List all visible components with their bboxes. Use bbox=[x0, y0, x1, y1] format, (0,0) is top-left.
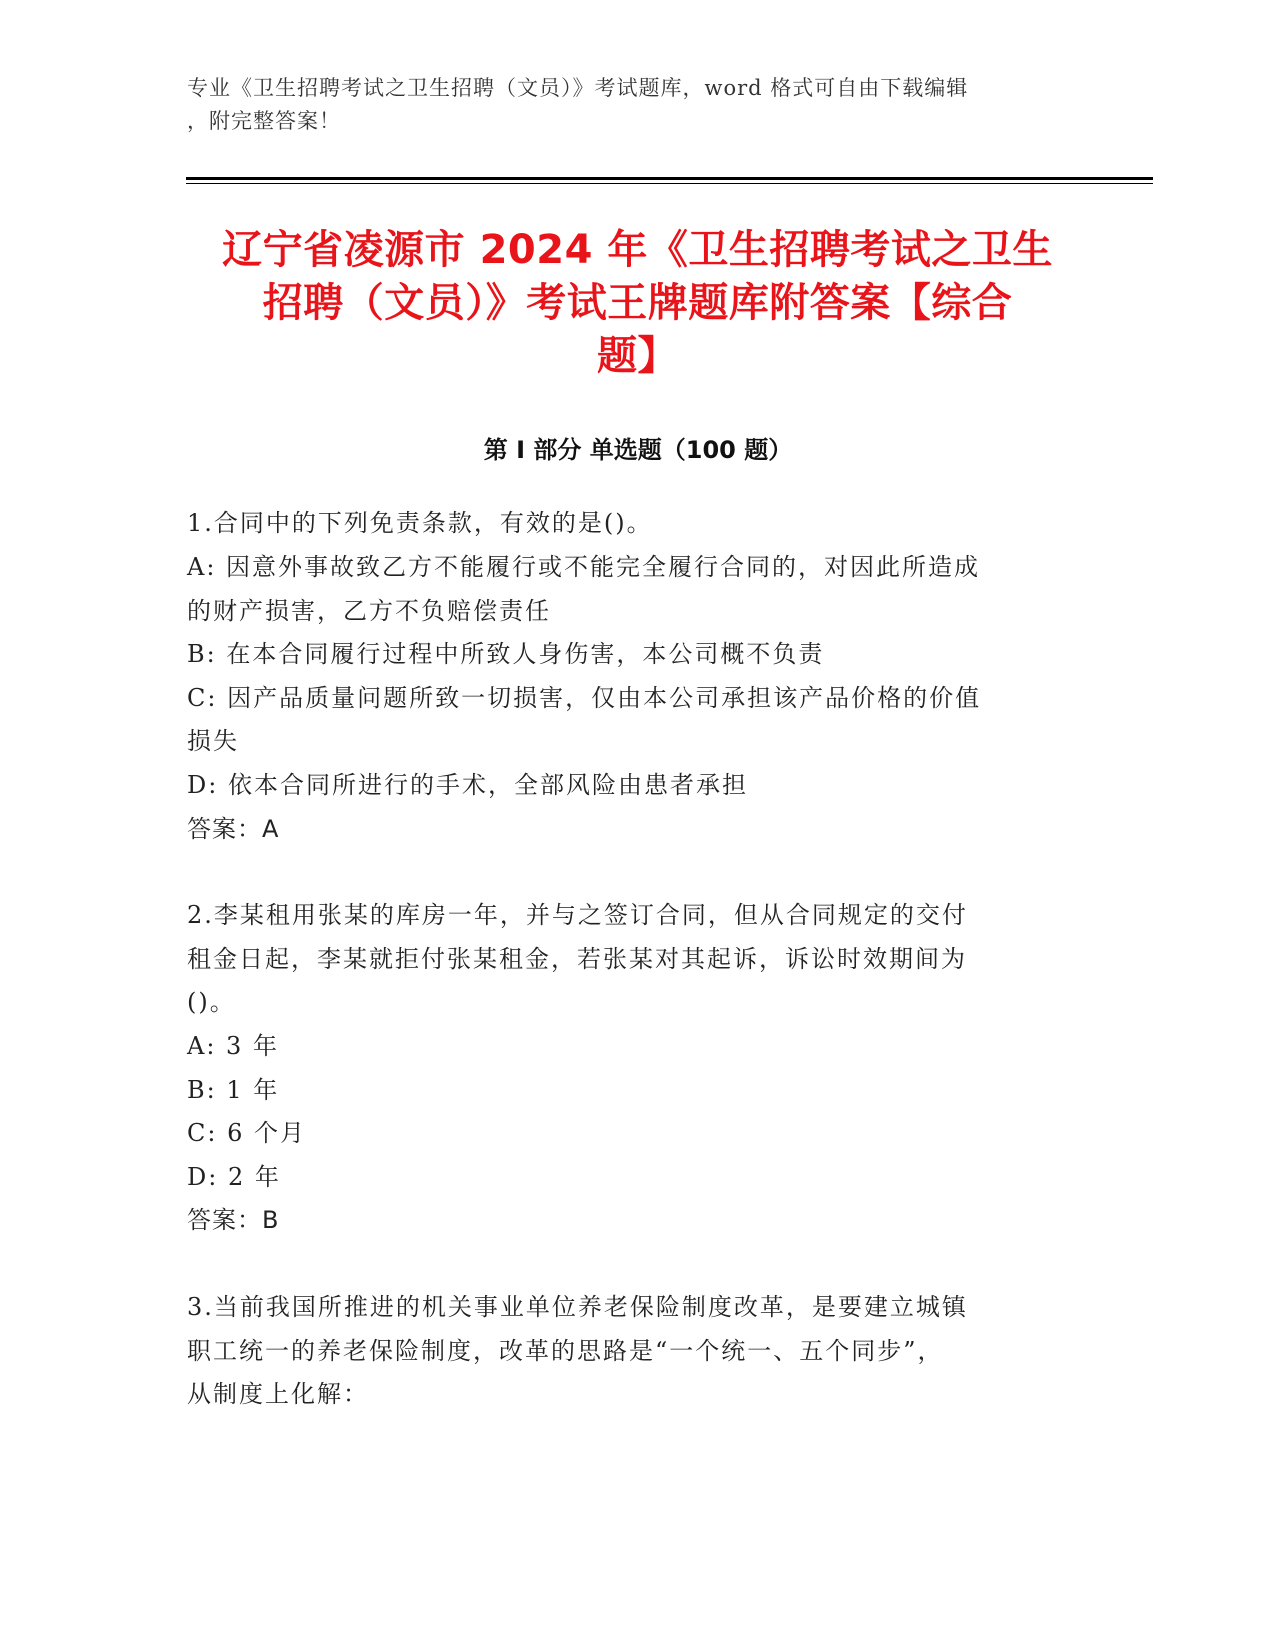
document-title bbox=[170, 224, 1105, 383]
question-2-option-d: D: 2 年 bbox=[187, 1163, 281, 1191]
question-3-stem: 3.当前我国所推进的机关事业单位养老保险制度改革，是要建立城镇 bbox=[187, 1293, 968, 1321]
header-divider-thin bbox=[186, 183, 1153, 184]
question-2-option-c: C: 6 个月 bbox=[187, 1119, 306, 1147]
question-1-stem: 1.合同中的下列免责条款，有效的是()。 bbox=[187, 509, 653, 537]
question-1-option-a-cont: 的财产损害，乙方不负赔偿责任 bbox=[187, 597, 551, 625]
question-1-option-a: A: 因意外事故致乙方不能履行或不能完全履行合同的，对因此所造成 bbox=[187, 553, 981, 581]
question-2-answer: 答案：B bbox=[187, 1206, 280, 1234]
header-note-line: 专业《卫生招聘考试之卫生招聘（文员）》考试题库，word 格式可自由下载编辑 bbox=[187, 76, 969, 100]
header-divider bbox=[186, 177, 1153, 180]
question-2-option-a: A: 3 年 bbox=[187, 1032, 279, 1060]
question-2-stem-cont: 租金日起，李某就拒付张某租金，若张某对其起诉，诉讼时效期间为 bbox=[187, 945, 967, 973]
document-title-line: 辽宁省凌源市 2024 年《卫生招聘考试之卫生 bbox=[222, 227, 1053, 273]
section-title: 第 I 部分 单选题（100 题） bbox=[483, 436, 793, 464]
question-3-stem-cont: 从制度上化解： bbox=[187, 1380, 369, 1408]
document-title-line: 题】 bbox=[597, 333, 678, 379]
question-1-option-c-cont: 损失 bbox=[187, 727, 239, 755]
question-3-stem-cont: 职工统一的养老保险制度，改革的思路是“一个统一、五个同步”， bbox=[187, 1337, 944, 1365]
header-note bbox=[187, 72, 1087, 138]
question-1-option-b: B: 在本合同履行过程中所致人身伤害，本公司概不负责 bbox=[187, 640, 825, 668]
question-1-option-c: C: 因产品质量问题所致一切损害，仅由本公司承担该产品价格的价值 bbox=[187, 684, 982, 712]
header-note-line: ，附完整答案！ bbox=[187, 109, 341, 133]
question-1-option-d: D: 依本合同所进行的手术，全部风险由患者承担 bbox=[187, 771, 748, 799]
question-2-option-b: B: 1 年 bbox=[187, 1076, 280, 1104]
question-2-stem-cont: ()。 bbox=[187, 988, 236, 1016]
question-2-stem: 2.李某租用张某的库房一年，并与之签订合同，但从合同规定的交付 bbox=[187, 901, 968, 929]
document-title-line: 招聘（文员）》考试王牌题库附答案【综合 bbox=[262, 280, 1013, 326]
question-1-answer: 答案：A bbox=[187, 815, 280, 843]
